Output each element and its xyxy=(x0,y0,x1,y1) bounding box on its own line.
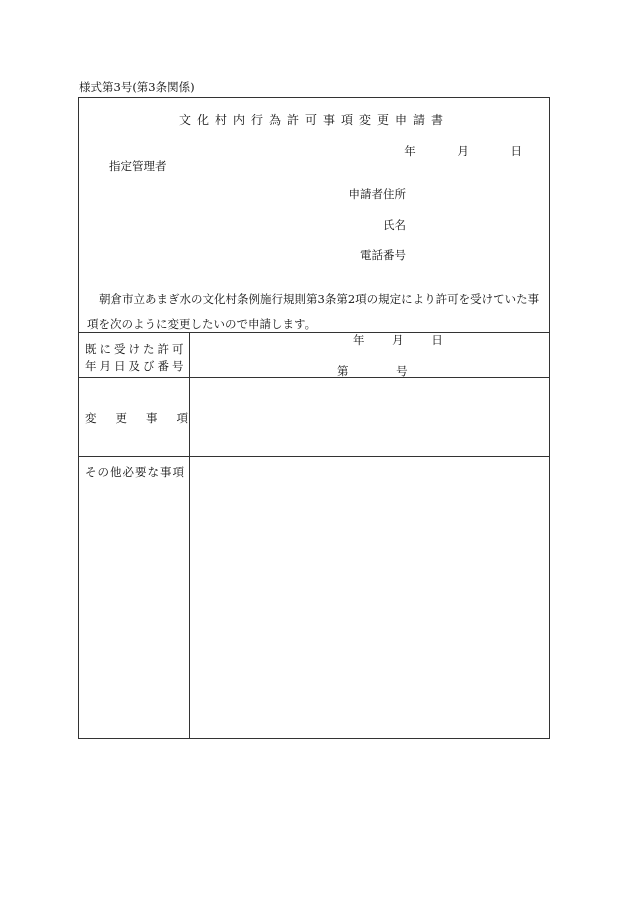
prior-permit-date xyxy=(353,333,443,347)
prior-year-label: 年 xyxy=(353,333,365,347)
addressee: 指定管理者 xyxy=(109,159,167,173)
number-suffix: 号 xyxy=(396,364,408,378)
prior-day-label: 日 xyxy=(431,333,443,347)
month-label: 月 xyxy=(457,144,469,158)
application-form xyxy=(78,97,550,739)
application-statement: 朝倉市立あまぎ水の文化村条例施行規則第3条第2項の規定により許可を受けていた事項を次のように変更したいので申請します。 xyxy=(87,292,540,331)
form-title: 文化村内行為許可事項変更申請書 xyxy=(178,113,449,127)
day-label: 日 xyxy=(510,144,522,158)
table-divider-2 xyxy=(79,456,549,457)
change-items-char: 変 xyxy=(85,411,97,425)
table-column-divider xyxy=(189,332,190,738)
change-items-char: 事 xyxy=(146,411,158,425)
prior-month-label: 月 xyxy=(392,333,404,347)
change-items-label xyxy=(85,411,188,425)
table-divider-top xyxy=(79,332,549,333)
prior-permit-label xyxy=(85,341,187,375)
form-number-label: 様式第3号(第3条関係) xyxy=(79,80,195,94)
prior-permit-label-line1: 既に受けた許可 xyxy=(85,342,187,356)
number-prefix: 第 xyxy=(337,364,349,378)
change-items-char: 項 xyxy=(176,411,188,425)
prior-permit-label-line2: 年月日及び番号 xyxy=(85,359,187,373)
prior-permit-number xyxy=(337,364,408,378)
change-items-char: 更 xyxy=(115,411,127,425)
applicant-address-label: 申請者住所 xyxy=(348,187,406,201)
applicant-phone-label: 電話番号 xyxy=(360,248,406,262)
application-date xyxy=(384,144,522,158)
year-label: 年 xyxy=(404,144,416,158)
applicant-name-label: 氏名 xyxy=(383,218,406,232)
table-divider-1 xyxy=(79,377,549,378)
other-items-label: その他必要な事項 xyxy=(85,465,185,479)
